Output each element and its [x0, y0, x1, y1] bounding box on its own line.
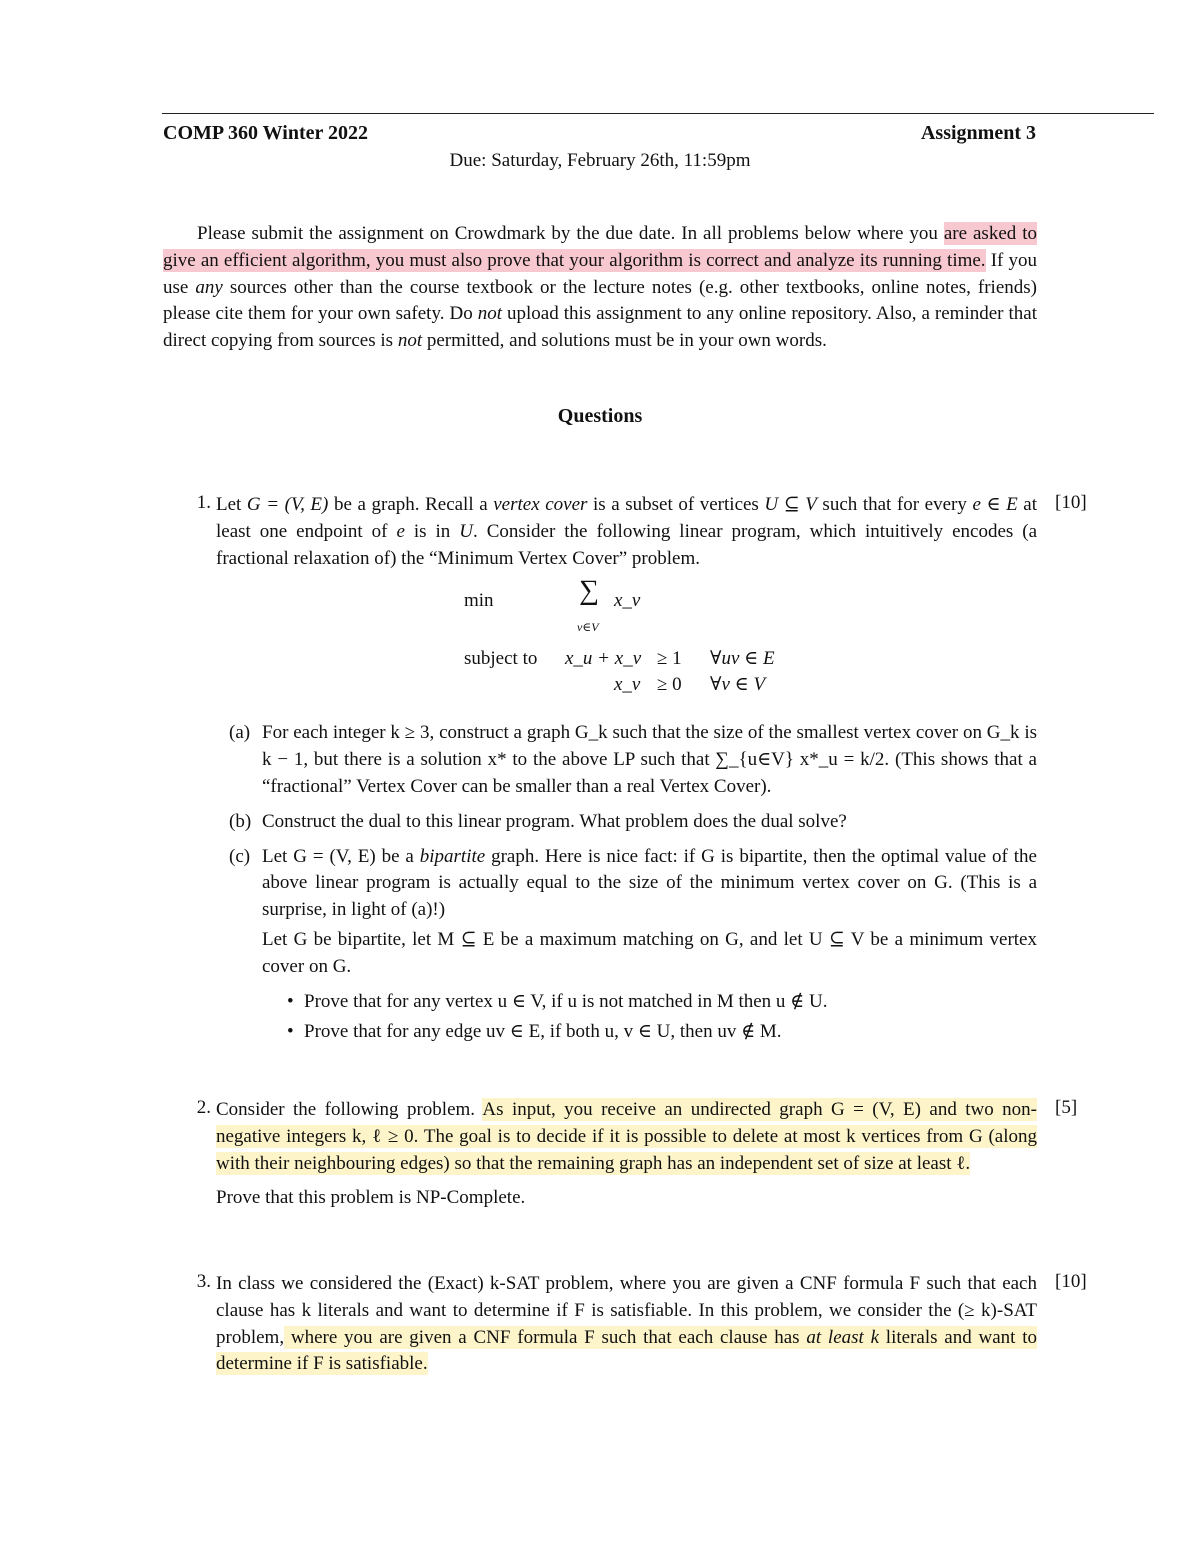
- course-title: COMP 360 Winter 2022: [163, 122, 368, 144]
- q1-math: U: [459, 520, 473, 542]
- part-label: (b): [229, 810, 252, 832]
- intro-text: sources other than the course textbook or the lecture notes (e.g. other textbooks, online notes, friends) please cite them for your own safety. Do: [163, 276, 1037, 325]
- q1-text: is in: [404, 520, 460, 542]
- question-body: [216, 492, 1037, 1046]
- q3-emphasis: at least k: [806, 1326, 880, 1348]
- lp-constraint-2-rel: ≥ 0: [657, 674, 682, 696]
- lp-constraint-2-quant: ∀v ∈ V: [710, 674, 766, 696]
- lp-constraint-1-rel: ≥ 1: [657, 648, 682, 670]
- question-number: 1.: [196, 492, 211, 513]
- q3-text: In class we considered the (Exact) k-SAT problem, where you are given a CNF formula F such that each clause has k literals and want to determine if F is satisfiable. In this problem, we consider the (≥ k)-SAT problem,: [216, 1273, 1037, 1348]
- bullet-item: [262, 1019, 1037, 1046]
- part-a: [216, 720, 1037, 800]
- q3-highlight-yellow: where you are given a CNF formula F such that each clause has: [284, 1326, 807, 1348]
- question-1: [185, 492, 1087, 1054]
- intro-emphasis: not: [477, 303, 502, 325]
- q1-text: . Consider the following linear program, which intuitively encodes (a fractional relaxation of) the “Minimum Vertex Cover” problem.: [216, 520, 1038, 569]
- question-points: [10]: [1055, 492, 1087, 513]
- question-body: [216, 1097, 1037, 1212]
- q1-parts: [216, 720, 1037, 1046]
- question-points: [10]: [1055, 1271, 1087, 1292]
- bullet-text: Prove that for any edge uv ∈ E, if both u, v ∈ U, then uv ∉ M.: [304, 1021, 782, 1043]
- q1-math: e: [396, 520, 405, 542]
- q2-highlight-yellow: As input, you receive an undirected graph G = (V, E) and two non-negative integers k, ℓ ≥ 0. The goal is to decide if it is possible to delete at most k vertices from G (along with their neighbouring edges) so that the remaining graph has an independent set of size at least ℓ.: [216, 1099, 1037, 1174]
- part-label: (c): [229, 845, 251, 867]
- assignment-title: Assignment 3: [920, 122, 1036, 144]
- q1-text: Let: [216, 494, 247, 515]
- q1-text: such that for every: [816, 494, 973, 515]
- intro-text: upload this assignment to any online repository. Also, a reminder that direct copying from sources is: [163, 303, 1037, 352]
- question-body: [216, 1271, 1037, 1378]
- part-b: [216, 809, 1037, 836]
- q1-emphasis: vertex cover: [493, 494, 588, 515]
- lp-constraint-1-quant: ∀uv ∈ E: [710, 648, 775, 670]
- lp-constraint-1-lhs: x_u + x_v: [565, 648, 642, 670]
- lp-constraint-2-lhs: x_v: [614, 674, 641, 696]
- q3-highlight-yellow: literals and want to determine if F is satisfiable.: [216, 1326, 1038, 1375]
- bullet-text: Prove that for any vertex u ∈ V, if u is not matched in M then u ∉ U.: [304, 990, 828, 1012]
- q2-text: Consider the following problem.: [216, 1099, 483, 1120]
- q1-math: G = (V, E): [246, 494, 329, 515]
- intro-paragraph: [163, 221, 1037, 355]
- question-number: 3.: [196, 1271, 211, 1292]
- q1-text: at least one endpoint of: [216, 494, 1038, 542]
- q2-text: Prove that this problem is NP-Complete.: [216, 1187, 526, 1209]
- lp-objective: x_v: [614, 590, 641, 612]
- part-label: (a): [229, 722, 251, 744]
- part-text: Let G be bipartite, let M ⊆ E be a maximum matching on G, and let U ⊆ V be a minimum vertex cover on G.: [262, 928, 1037, 977]
- lp-sum-index: v∈V: [577, 620, 599, 635]
- intro-text: Please submit the assignment on Crowdmark by the due date. In all problems below where you: [197, 223, 944, 244]
- part-c: [216, 844, 1037, 1047]
- questions-heading: Questions: [557, 405, 643, 427]
- part-text: Construct the dual to this linear program. What problem does the dual solve?: [262, 810, 847, 832]
- intro-highlight-red: are asked to give an efficient algorithm, you must also prove that your algorithm is correct and analyze its running time.: [163, 223, 1037, 271]
- intro-text: permitted, and solutions must be in your own words.: [422, 330, 827, 352]
- bullet-item: [262, 989, 1037, 1016]
- intro-text: If you use: [163, 249, 1037, 298]
- bullet-icon: •: [287, 1021, 294, 1043]
- part-text: For each integer k ≥ 3, construct a graph G_k such that the size of the smallest vertex cover on G_k is k − 1, but there is a solution x* to the above LP such that ∑_{u∈V} x*_u = k/2. (This shows that a “fractional” Vertex Cover can be smaller than a real Vertex Cover).: [262, 722, 1037, 797]
- header-rule: [162, 113, 1154, 114]
- question-2: [185, 1097, 1078, 1212]
- part-emphasis: bipartite: [419, 845, 486, 867]
- due-date: Due: Saturday, February 26th, 11:59pm: [449, 150, 751, 171]
- question-points: [5]: [1055, 1097, 1078, 1118]
- linear-program: [216, 575, 1037, 714]
- q1-text: be a graph. Recall a: [328, 494, 494, 515]
- question-3: [185, 1271, 1087, 1378]
- intro-emphasis: not: [397, 330, 423, 352]
- intro-emphasis: any: [195, 276, 223, 298]
- q1-math: e ∈ E: [972, 494, 1018, 515]
- q1-math: U ⊆ V: [764, 494, 817, 515]
- question-number: 2.: [196, 1097, 211, 1118]
- q1-text: is a subset of vertices: [587, 494, 765, 515]
- part-text: graph. Here is nice fact: if G is bipartite, then the optimal value of the above linear program is actually equal to the size of the minimum vertex cover on G. (This is a surprise, in light of (a)!): [262, 845, 1037, 921]
- part-text: Let G = (V, E) be a: [262, 845, 420, 867]
- lp-min-label: min: [464, 590, 494, 612]
- bullet-icon: •: [287, 990, 294, 1012]
- lp-sum-symbol: ∑: [579, 575, 599, 607]
- lp-subject-to: subject to: [464, 648, 538, 670]
